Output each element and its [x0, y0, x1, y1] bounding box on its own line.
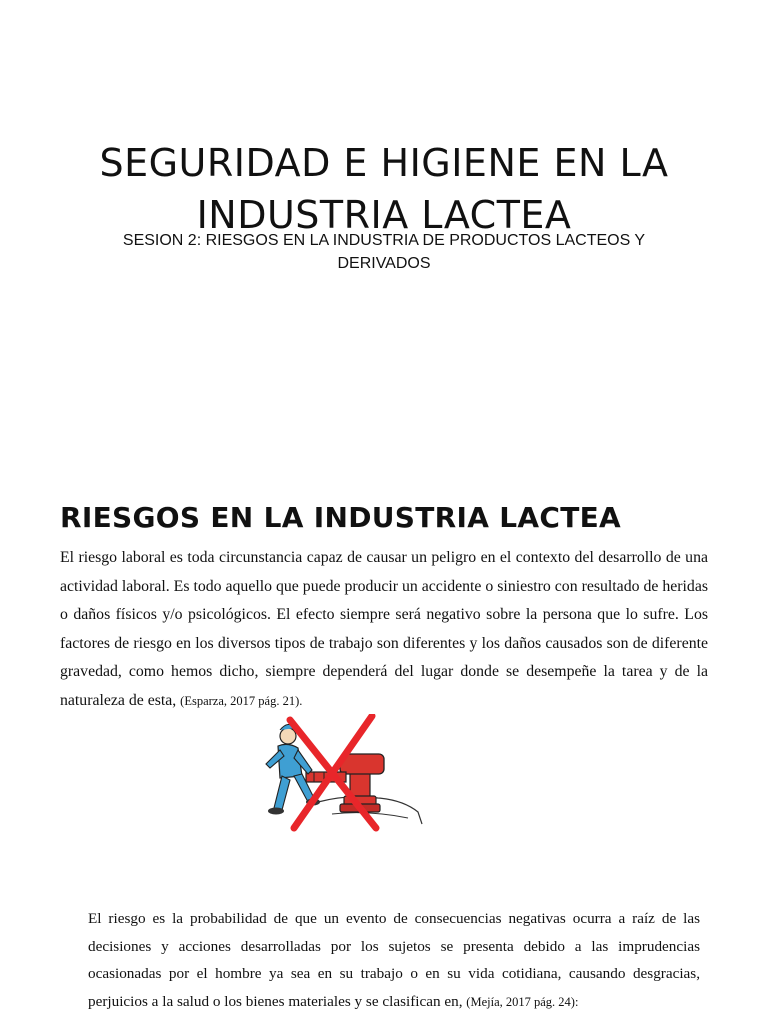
section-heading: RIESGOS EN LA INDUSTRIA LACTEA — [60, 501, 621, 535]
citation-esparza: (Esparza, 2017 pág. 21). — [180, 693, 303, 708]
paragraph-risk-definition — [60, 544, 708, 715]
slide-subtitle: SESION 2: RIESGOS EN LA INDUSTRIA DE PRODUCTOS LACTEOS Y DERIVADOS — [122, 232, 646, 272]
slide-title: SEGURIDAD E HIGIENE EN LA INDUSTRIA LACTEA — [99, 141, 669, 238]
paragraph-risk-probability — [88, 905, 700, 1016]
paragraph-1-text: El riesgo laboral es toda circunstancia capaz de causar un peligro en el contexto del desarrollo de una actividad laboral. Es todo aquello que puede producir un accidente o siniestro con resultado de heridas o daños físicos y/o psicológicos. El efecto siempre será negativo sobre la persona que lo sufre. Los factores de riesgo en los diversos tipos de trabajo son diferentes y los daños causados son de diferente gravedad, como hemos dicho, siempre dependerá del lugar donde se desempeñe la tarea y de la naturaleza de esta, — [60, 549, 708, 709]
paragraph-2-text: El riesgo es la probabilidad de que un evento de consecuencias negativas ocurra a raíz de las decisiones y acciones desarrolladas por los sujetos se presenta debido a las imprudencias ocasionadas por el hombre ya sea en su trabajo o en su vida cotidiana, causando desgracias, perjuicios a la salud o los bienes materiales y se clasifican en, — [88, 910, 700, 1010]
worker-accident-crossed-icon — [258, 714, 424, 834]
citation-mejia: (Mejía, 2017 pág. 24): — [466, 994, 579, 1009]
